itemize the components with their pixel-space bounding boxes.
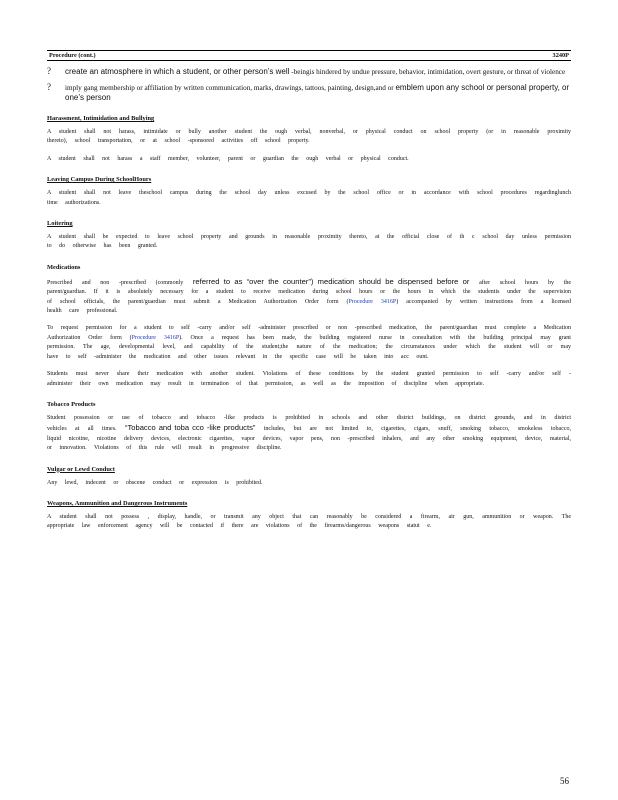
- medications-text: To request permission for a student to self -carry and/or self -administer prescribed or non -prescribed medication, the parent/guardian must complete a Medication Authorization Order form (: [47, 325, 571, 341]
- tobacco-text: includes, but are not limited to, cigarettes, cigars, snuff, smoking tobacco, smokeless tobacco, liquid nicotine, nicotine delivery devices, electronic cigarettes, vapor devices, vapor pens, non -prescribed inhalers, and any other smoking equipment, device, material, or innovation. Violations of this rule will result in progressive discipline.: [47, 426, 572, 452]
- tobacco-heading: Tobacco Products: [47, 400, 96, 408]
- header-right: 3240P: [552, 52, 569, 59]
- bullet-mark: ?: [47, 82, 51, 92]
- medications-paragraph: [47, 324, 571, 362]
- weapons-heading: Weapons, Ammunition and Dangerous Instruments: [47, 499, 188, 507]
- medications-emphasis: referred to as “over the counter”) medication should be dispensed before or: [192, 276, 470, 286]
- running-header: [47, 50, 571, 61]
- tobacco-paragraph: [47, 414, 571, 454]
- page-number: 56: [560, 776, 569, 786]
- vulgar-paragraph: Any lewd, indecent or obscene conduct or expression is prohibited.: [47, 479, 263, 486]
- bullet-lead: create an atmosphere in which a student, or other person’s well: [65, 67, 290, 76]
- bullet-mark: ?: [47, 66, 51, 76]
- tobacco-text: Student possession or use of tobacco and tobacco -like products is prohibited in schools and other district buildings, on district grounds, and in district vehicles at all times.: [47, 414, 571, 433]
- medications-heading: Medications: [47, 263, 81, 271]
- bullet-rest: emblem upon any school or personal property, or one’s person: [65, 83, 570, 102]
- bullet-lead: imply gang membership or affiliation by written communication, marks, drawings, tattoos, painting, design,and or: [65, 84, 394, 92]
- loitering-paragraph: A student shall be expected to leave school property and grounds in reasonable proximity thereto, at the official close of th c school day unless permission to do otherwise has been granted.: [47, 234, 571, 250]
- medications-text: after school hours by the parent/guardian. If it is absolutely necessary for a student to receive medication during school hours or the hours in which the studentis under the supervision of school officials, the parent/guardian must submit a Medication Authorization Order form (: [47, 279, 571, 305]
- medications-paragraph: [47, 277, 571, 317]
- procedure-3416p-link[interactable]: Procedure 3416P: [348, 298, 397, 305]
- bullet-rest: -beingis hindered by undue pressure, behavior, intimidation, overt gesture, or threat of violence: [291, 68, 566, 76]
- harassment-paragraph: A student shall not harass, intimidate or bully another student the ough verbal, nonverbal, or physical conduct on school property (or in reasonable proximity thereto), school transportation, or at school -sponsored activities off school property.: [47, 129, 571, 145]
- medications-text: ). Once a request has been made, the building registered nurse in consultation with the building principal may grant permission. The age, developmental level, and capability of the student;the nature of the medication; the circumstances under which the student will or may have to self -administer the medication and other issues relevant in the specific case will be taken into acc ount.: [47, 334, 571, 360]
- harassment-heading: Harassment, Intimidation and Bullying: [47, 115, 155, 122]
- medications-paragraph: Students must never share their medication with another student. Violations of these conditions by the student granted permission to self -carry and/or self -administer their own medication may result in termination of that permission, as well as the imposition of discipline when appropriate.: [47, 371, 571, 387]
- harassment-paragraph: A student shall not harass a staff member, volunteer, parent or guardian the ough verbal or physical conduct.: [47, 155, 409, 162]
- loitering-heading: Loitering: [47, 220, 73, 228]
- leaving-campus-paragraph: A student shall not leave theschool campus during the school day unless excused by the school office or in accordance with school procedures regardinglunch time authorizations.: [47, 190, 571, 206]
- medications-text: ) accompanied by written instructions from a licensed health care professional.: [47, 298, 571, 315]
- bullet-item: [47, 67, 571, 77]
- weapons-paragraph: A student shall not possess , display, handle, or transmit any object that can reasonably be considered a firearm, air gun, ammunition or weapon. The appropriate law enforcement agency will be contacted if there are violations of the firearms/dangerous weapons statut e.: [47, 513, 571, 530]
- bullet-item: [47, 83, 571, 103]
- vulgar-heading: Vulgar or Lewd Conduct: [47, 465, 115, 473]
- leaving-campus-heading: Leaving Campus During SchoolHours: [47, 176, 152, 184]
- tobacco-emphasis: “Tobacco and toba cco -like products”: [124, 423, 256, 433]
- procedure-3416p-link[interactable]: Procedure 3416P: [131, 334, 180, 341]
- document-page: [47, 50, 571, 540]
- medications-text: Prescribed and non -prescribed (commonly: [47, 279, 184, 286]
- header-left: Procedure (cont.): [49, 52, 96, 59]
